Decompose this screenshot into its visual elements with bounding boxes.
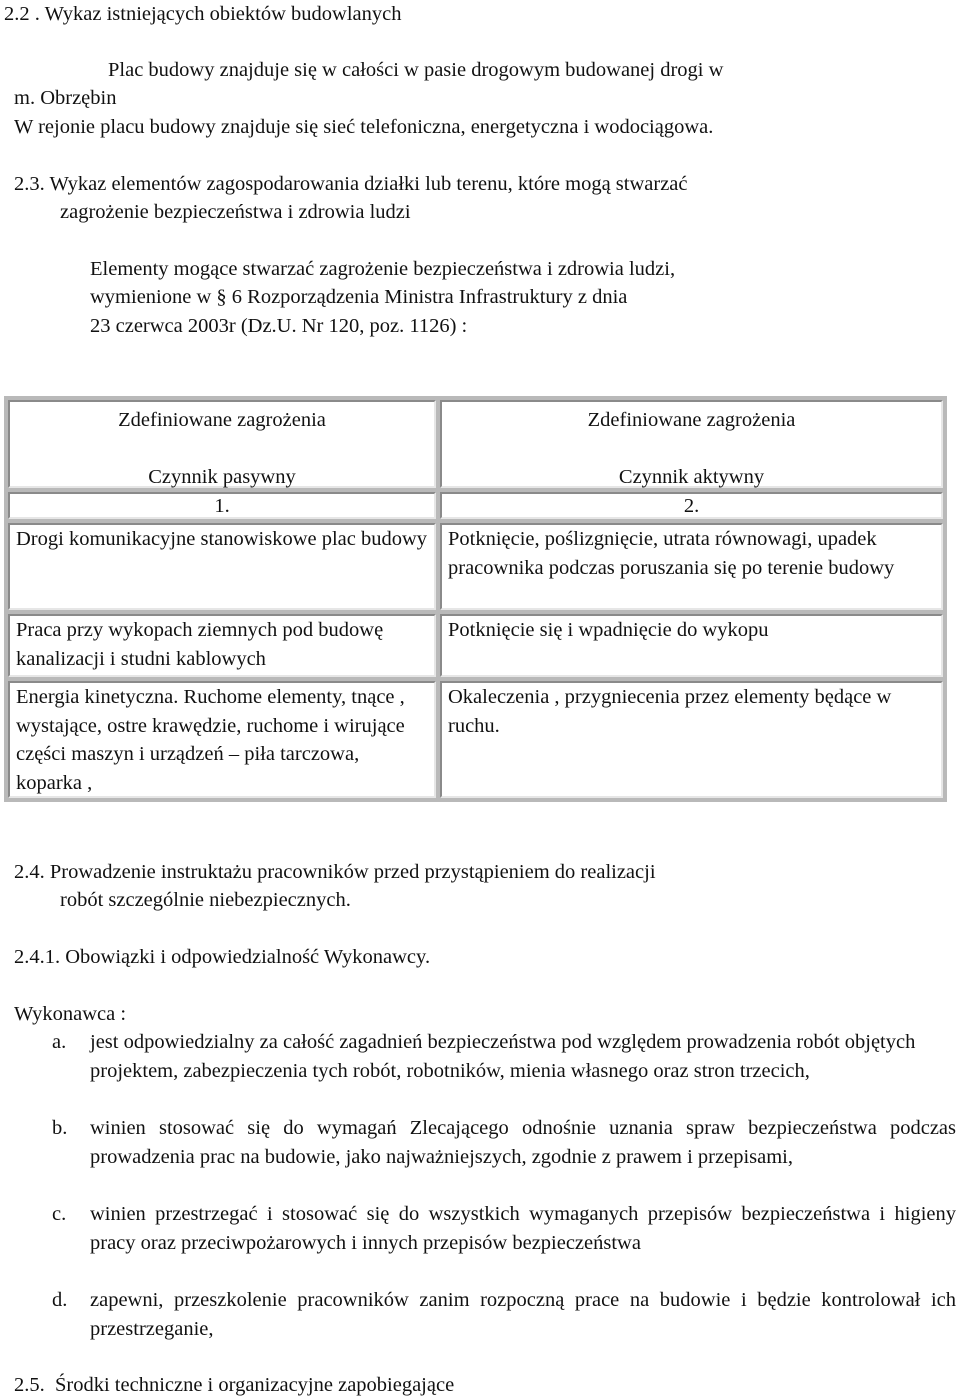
col2-header: Zdefiniowane zagrożenia xyxy=(587,409,796,431)
col1-header: Zdefiniowane zagrożenia xyxy=(118,409,326,431)
list-letter: d. xyxy=(52,1289,68,1311)
table-row-1-passive: Drogi komunikacyjne stanowiskowe plac budowy xyxy=(8,523,436,610)
hazard-table xyxy=(4,396,947,802)
section-2-5-heading: 2.5. Środki techniczne i organizacyjne zapobiegające xyxy=(14,1374,455,1396)
list-letter: a. xyxy=(52,1031,67,1053)
section-2-2-heading: 2.2 . Wykaz istniejących obiektów budowlanych xyxy=(4,3,402,25)
table-row-2-active: Potknięcie się i wpadnięcie do wykopu xyxy=(440,614,943,677)
section-2-3-intro-line-3: 23 czerwca 2003r (Dz.U. Nr 120, poz. 1126) : xyxy=(90,315,468,337)
table-header-active xyxy=(440,400,943,488)
section-2-4-1-heading: 2.4.1. Obowiązki i odpowiedzialność Wykonawcy. xyxy=(14,946,431,968)
section-2-3-intro-line-1: Elementy mogące stwarzać zagrożenie bezpieczeństwa i zdrowia ludzi, xyxy=(90,258,676,280)
list-text: jest odpowiedzialny za całość zagadnień bezpieczeństwa pod względem prowadzenia robót objętych projektem, zabezpieczenia tych robót, robotników, mienia własnego oraz stron trzecich, xyxy=(90,1031,916,1082)
section-2-4-heading-line-2: robót szczególnie niebezpiecznych. xyxy=(60,889,351,911)
section-2-2-line-2: m. Obrzębin xyxy=(14,87,117,109)
col2-sub: Czynnik aktywny xyxy=(618,466,765,488)
table-row-3-active: Okaleczenia , przygniecenia przez elementy będące w ruchu. xyxy=(440,681,943,798)
col1-number: 1. xyxy=(8,492,436,519)
section-2-2-line-3: W rejonie placu budowy znajduje się sieć telefoniczna, energetyczna i wodociągowa. xyxy=(14,116,714,138)
section-2-4-heading-line-1: 2.4. Prowadzenie instruktażu pracowników przed przystąpieniem do realizacji xyxy=(14,861,656,883)
list-letter: b. xyxy=(52,1117,68,1139)
section-2-2-line-1: Plac budowy znajduje się w całości w pasie drogowym budowanej drogi w xyxy=(108,59,724,81)
list-text: zapewni, przeszkolenie pracowników zanim rozpoczną prace na budowie i będzie kontrolował ich przestrzeganie, xyxy=(90,1289,956,1340)
list-text: winien przestrzegać i stosować się do wszystkich wymaganych przepisów bezpieczeństwa i higieny pracy oraz przeciwpożarowych i innych przepisów bezpieczeństwa xyxy=(90,1203,956,1254)
contractor-label: Wykonawca : xyxy=(14,1003,127,1025)
table-row-2-passive: Praca przy wykopach ziemnych pod budowę kanalizacji i studni kablowych xyxy=(8,614,436,677)
section-2-3-intro-line-2: wymienione w § 6 Rozporządzenia Ministra Infrastruktury z dnia xyxy=(90,286,628,308)
section-2-3-heading-line-2: zagrożenie bezpieczeństwa i zdrowia ludzi xyxy=(60,201,411,223)
list-text: winien stosować się do wymagań Zlecającego odnośnie uznania spraw bezpieczeństwa podczas prowadzenia prac na budowie, jako najważniejszych, zgodnie z prawem i przepisami, xyxy=(90,1117,956,1168)
col2-number: 2. xyxy=(440,492,943,519)
table-row-3-passive: Energia kinetyczna. Ruchome elementy, tnące , wystające, ostre krawędzie, ruchome i wirujące części maszyn i urządzeń – piła tarczowa, koparka , xyxy=(8,681,436,798)
table-header-passive xyxy=(8,400,436,488)
list-letter: c. xyxy=(52,1203,67,1225)
section-2-3-heading-line-1: 2.3. Wykaz elementów zagospodarowania działki lub terenu, które mogą stwarzać xyxy=(14,173,688,195)
col1-sub: Czynnik pasywny xyxy=(148,466,296,488)
table-row-1-active: Potknięcie, poślizgnięcie, utrata równowagi, upadek pracownika podczas poruszania się po terenie budowy xyxy=(440,523,943,610)
